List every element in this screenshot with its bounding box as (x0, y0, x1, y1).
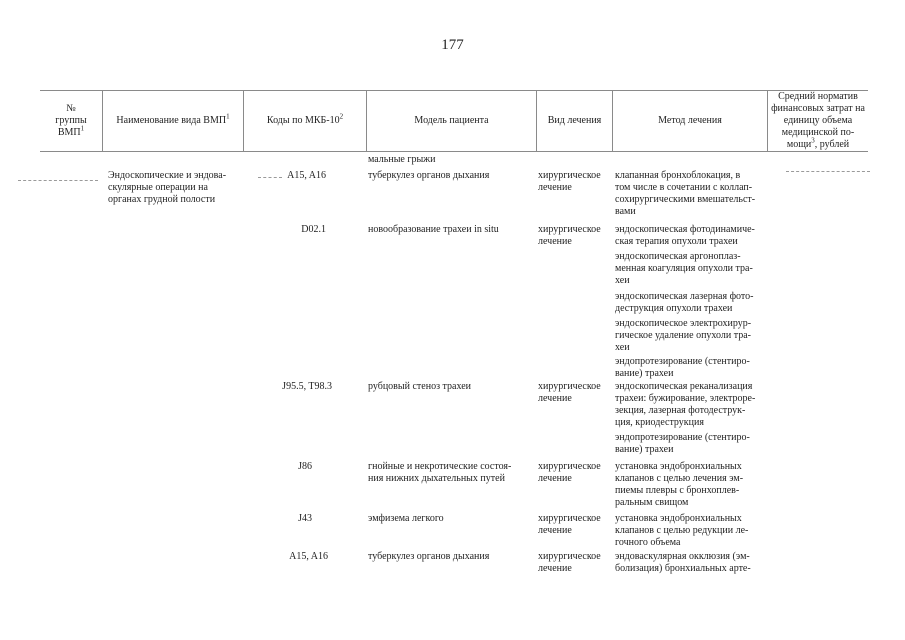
row-3-code: J95.5, T98.3 (282, 381, 332, 392)
row-2-method-3: эндоскопическая лазерная фото- деструкция опухоли трахеи (615, 291, 754, 314)
group-name: Эндоскопические и эндова- скулярные операции на органах грудной полости (108, 170, 227, 205)
row-6-code: A15, A16 (289, 551, 328, 562)
header-vmp-name: Наименование вида ВМП$^1$ (116, 112, 230, 126)
header-treatment-method: Метод лечения (658, 114, 722, 126)
header-group-number: № группы ВМП$^1$ (55, 102, 87, 138)
row-3-method-1: эндоскопическая реканализация трахеи: бужирование, электроре- зекция, лазерная фотодеструк- ция, криодеструкция (615, 381, 756, 428)
scan-dash-left (18, 180, 98, 181)
row-2-method-5: эндопротезирование (стентиро- вание) трахеи (615, 356, 750, 379)
row-3-method-2: эндопротезирование (стентиро- вание) трахеи (615, 432, 750, 455)
row-4-type: хирургическое лечение (538, 461, 601, 484)
row-6-model: туберкулез органов дыхания (368, 551, 490, 562)
row-4-model: гнойные и некротические состоя- ния нижних дыхательных путей (368, 461, 512, 484)
row-1-method-1: клапанная бронхоблокация, в том числе в сочетании с коллап- сохирургическими вмешательст- вами (615, 170, 756, 217)
row-2-method-4: эндоскопическое электрохирур- гическое удаление опухоли тра- хеи (615, 318, 752, 353)
carryover-text: мальные грыжи (368, 154, 436, 165)
row-3-model: рубцовый стеноз трахеи (368, 381, 471, 392)
header-treatment-type: Вид лечения (547, 114, 602, 126)
header-bottom-rule (40, 151, 868, 152)
row-2-type: хирургическое лечение (538, 224, 601, 247)
row-1-type: хирургическое лечение (538, 170, 601, 193)
row-1-model: туберкулез органов дыхания (368, 170, 490, 181)
header-patient-model: Модель пациента (414, 114, 489, 126)
row-2-method-1: эндоскопическая фотодинамиче- ская терапия опухоли трахеи (615, 224, 755, 247)
row-1-code: A15, A16 (287, 170, 326, 181)
row-5-type: хирургическое лечение (538, 513, 601, 536)
row-2-code: D02.1 (301, 224, 326, 235)
scan-dash-right (786, 171, 870, 172)
row-5-code: J43 (298, 513, 312, 524)
row-6-method-1: эндоваскулярная окклюзия (эм- болизация) бронхиальных арте- (615, 551, 751, 574)
row-5-method-1: установка эндобронхиальных клапанов с целью редукции ле- гочного объема (615, 513, 749, 548)
page-number: 177 (441, 37, 464, 53)
row-2-model: новообразование трахеи in situ (368, 224, 499, 235)
row-6-type: хирургическое лечение (538, 551, 601, 574)
header-mkb-codes: Коды по МКБ-$10^2$ (266, 112, 344, 126)
row-4-method-1: установка эндобронхиальных клапанов с целью лечения эм- пиемы плевры с бронхоплев- ральным свищом (615, 461, 744, 508)
header-average-norm: Средний норматив финансовых затрат на единицу объема медицинской по-мощи$^3$, рублей (771, 90, 865, 150)
row-2-method-2: эндоскопическая аргоноплаз- менная коагуляция опухоли тра- хеи (615, 251, 753, 286)
row-4-code: J86 (298, 461, 312, 472)
row-3-type: хирургическое лечение (538, 381, 601, 404)
row-5-model: эмфизема легкого (368, 513, 444, 524)
